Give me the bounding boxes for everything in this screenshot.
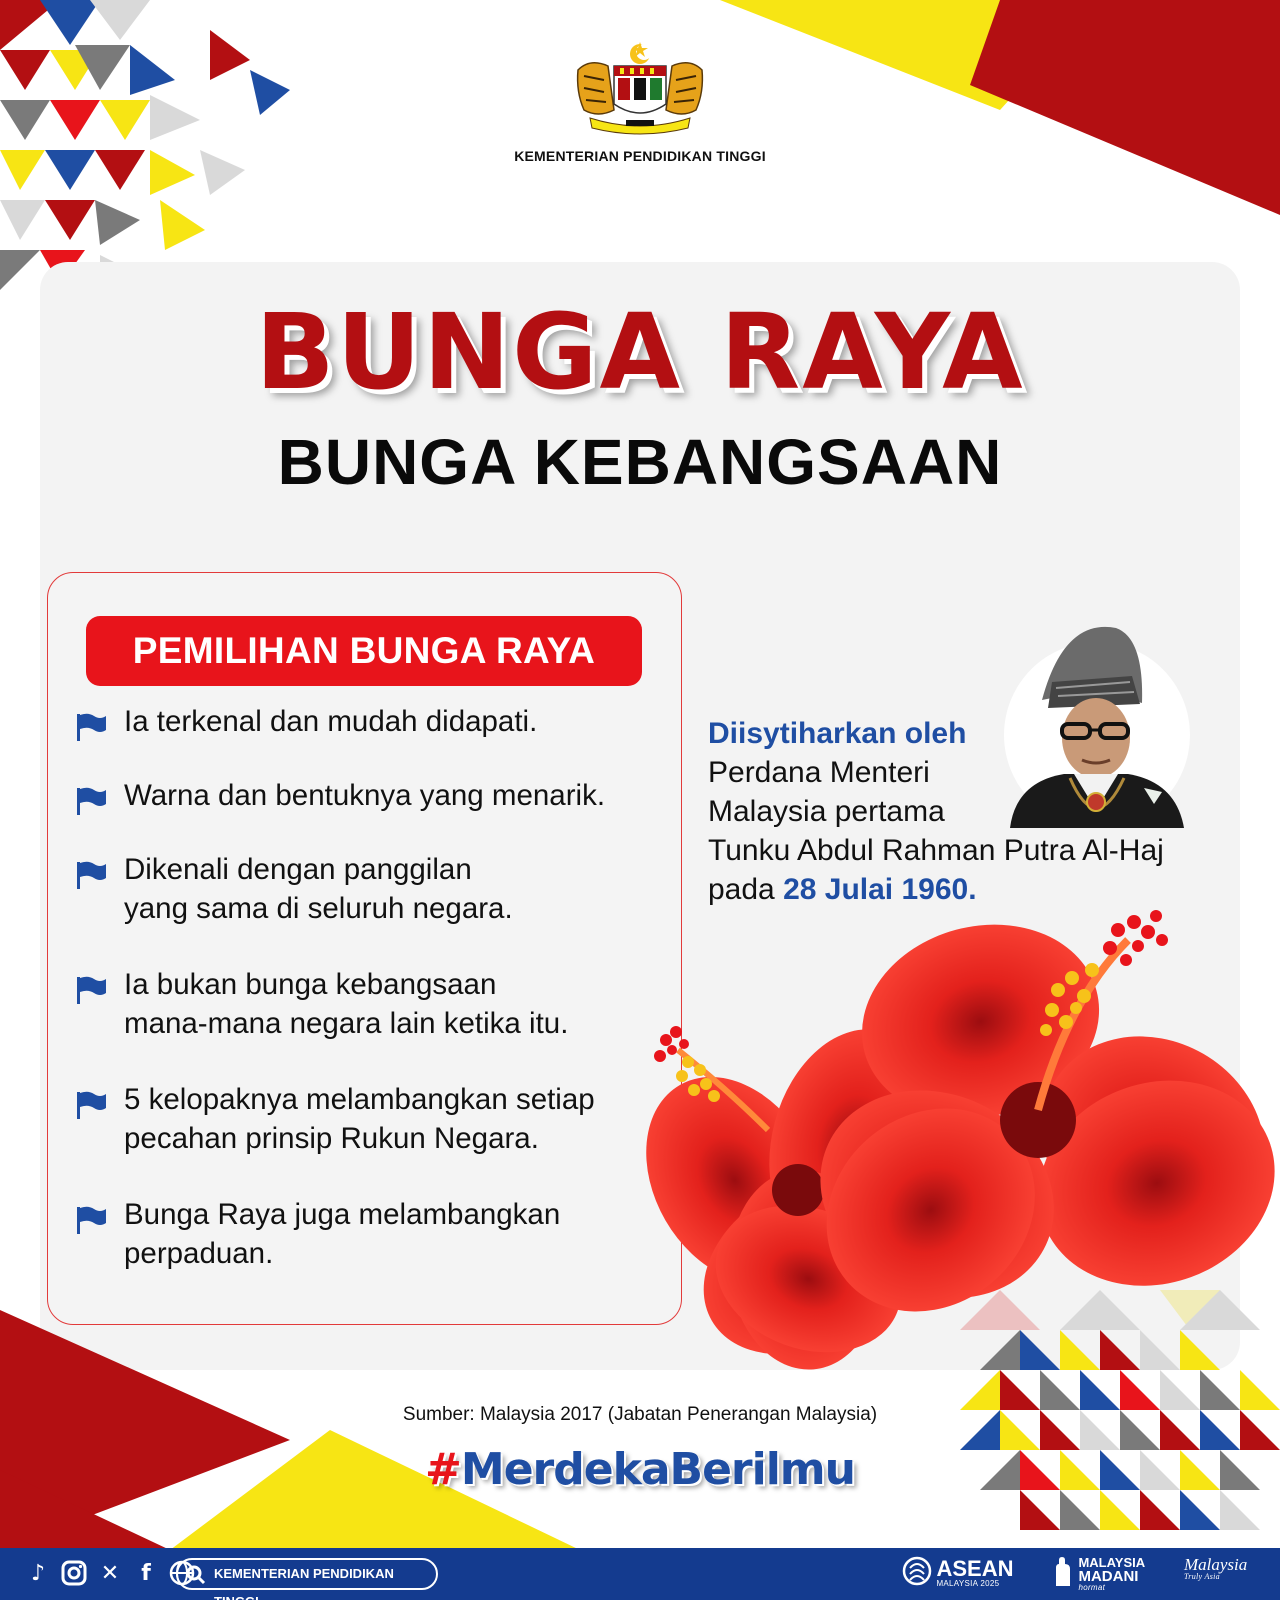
asean-logo <box>902 1556 1013 1590</box>
asean-emblem-icon <box>902 1556 932 1586</box>
list-item <box>74 702 674 776</box>
search-icon <box>184 1563 208 1587</box>
social-links <box>24 1560 196 1588</box>
madani-logo-line-1: MALAYSIA <box>1078 1555 1146 1570</box>
madani-hand-icon <box>1052 1556 1074 1588</box>
list-item <box>74 1080 674 1195</box>
ministry-name: KEMENTERIAN PENDIDIKAN TINGGI <box>514 148 766 164</box>
visit-malaysia-text: Malaysia <box>1184 1555 1248 1574</box>
declaration-text <box>708 714 1228 909</box>
list-item <box>74 850 674 965</box>
facebook-icon[interactable]: f <box>141 1561 151 1586</box>
declaration-date: 28 Julai 1960. <box>783 873 977 906</box>
madani-logo-line-2: MADANI <box>1078 1568 1139 1585</box>
declaration-date-prefix: pada <box>708 873 784 906</box>
footer-bar <box>0 1548 1280 1609</box>
malaysia-madani-logo <box>1052 1556 1145 1592</box>
source-citation: Sumber: Malaysia 2017 (Jabatan Penerangan Malaysia) <box>402 1404 878 1425</box>
asean-logo-sub: MALAYSIA 2025 <box>936 1579 1000 1588</box>
declaration-line-3: Tunku Abdul Rahman Putra Al-Haj <box>708 834 1164 867</box>
list-item <box>74 1195 674 1285</box>
asean-logo-text: ASEAN <box>936 1556 1014 1581</box>
declaration-lead: Diisytiharkan oleh <box>708 717 967 750</box>
instagram-icon[interactable] <box>60 1560 88 1588</box>
reason-text: Bunga Raya juga melambangkan perpaduan. <box>124 1198 561 1270</box>
ministry-search-pill[interactable] <box>176 1558 438 1609</box>
hashtag <box>0 1444 1280 1495</box>
flag-icon <box>74 712 108 742</box>
ministry-header <box>420 40 860 164</box>
flag-icon <box>74 1205 108 1235</box>
page-title: BUNGA RAYA <box>255 291 1025 413</box>
coat-of-arms-icon <box>570 40 710 136</box>
list-item <box>74 965 674 1080</box>
reason-text: Ia bukan bunga kebangsaan mana-mana negara lain ketika itu. <box>124 968 569 1040</box>
ministry-search-label: KEMENTERIAN PENDIDIKAN TINGGI <box>214 1566 394 1609</box>
flag-icon <box>74 1090 108 1120</box>
top-left-triangle-mosaic <box>0 0 300 300</box>
reasons-list <box>74 702 674 1285</box>
declaration-line-1: Perdana Menteri <box>708 756 930 789</box>
visit-malaysia-logo <box>1184 1556 1247 1581</box>
reason-text: Ia terkenal dan mudah didapati. <box>124 705 538 738</box>
reasons-heading: PEMILIHAN BUNGA RAYA <box>86 616 642 686</box>
madani-logo-sub: hormat <box>1078 1583 1106 1592</box>
x-icon[interactable]: ✕ <box>100 1561 120 1586</box>
hashtag-symbol: # <box>425 1444 461 1495</box>
flag-icon <box>74 860 108 890</box>
declaration-line-2: Malaysia pertama <box>708 795 945 828</box>
page-subtitle: BUNGA KEBANGSAAN <box>277 426 1003 498</box>
flag-icon <box>74 786 108 816</box>
list-item <box>74 776 674 850</box>
reason-text: Dikenali dengan panggilan yang sama di seluruh negara. <box>124 853 513 925</box>
visit-malaysia-sub: Truly Asia <box>1184 1572 1220 1581</box>
tiktok-icon[interactable]: ♪ <box>30 1561 46 1586</box>
bottom-left-corner-bands <box>0 1310 580 1550</box>
hashtag-word: MerdekaBerilmu <box>460 1444 855 1495</box>
flag-icon <box>74 975 108 1005</box>
reason-text: Warna dan bentuknya yang menarik. <box>124 779 606 812</box>
reason-text: 5 kelopaknya melambangkan setiap pecahan prinsip Rukun Negara. <box>124 1083 595 1155</box>
